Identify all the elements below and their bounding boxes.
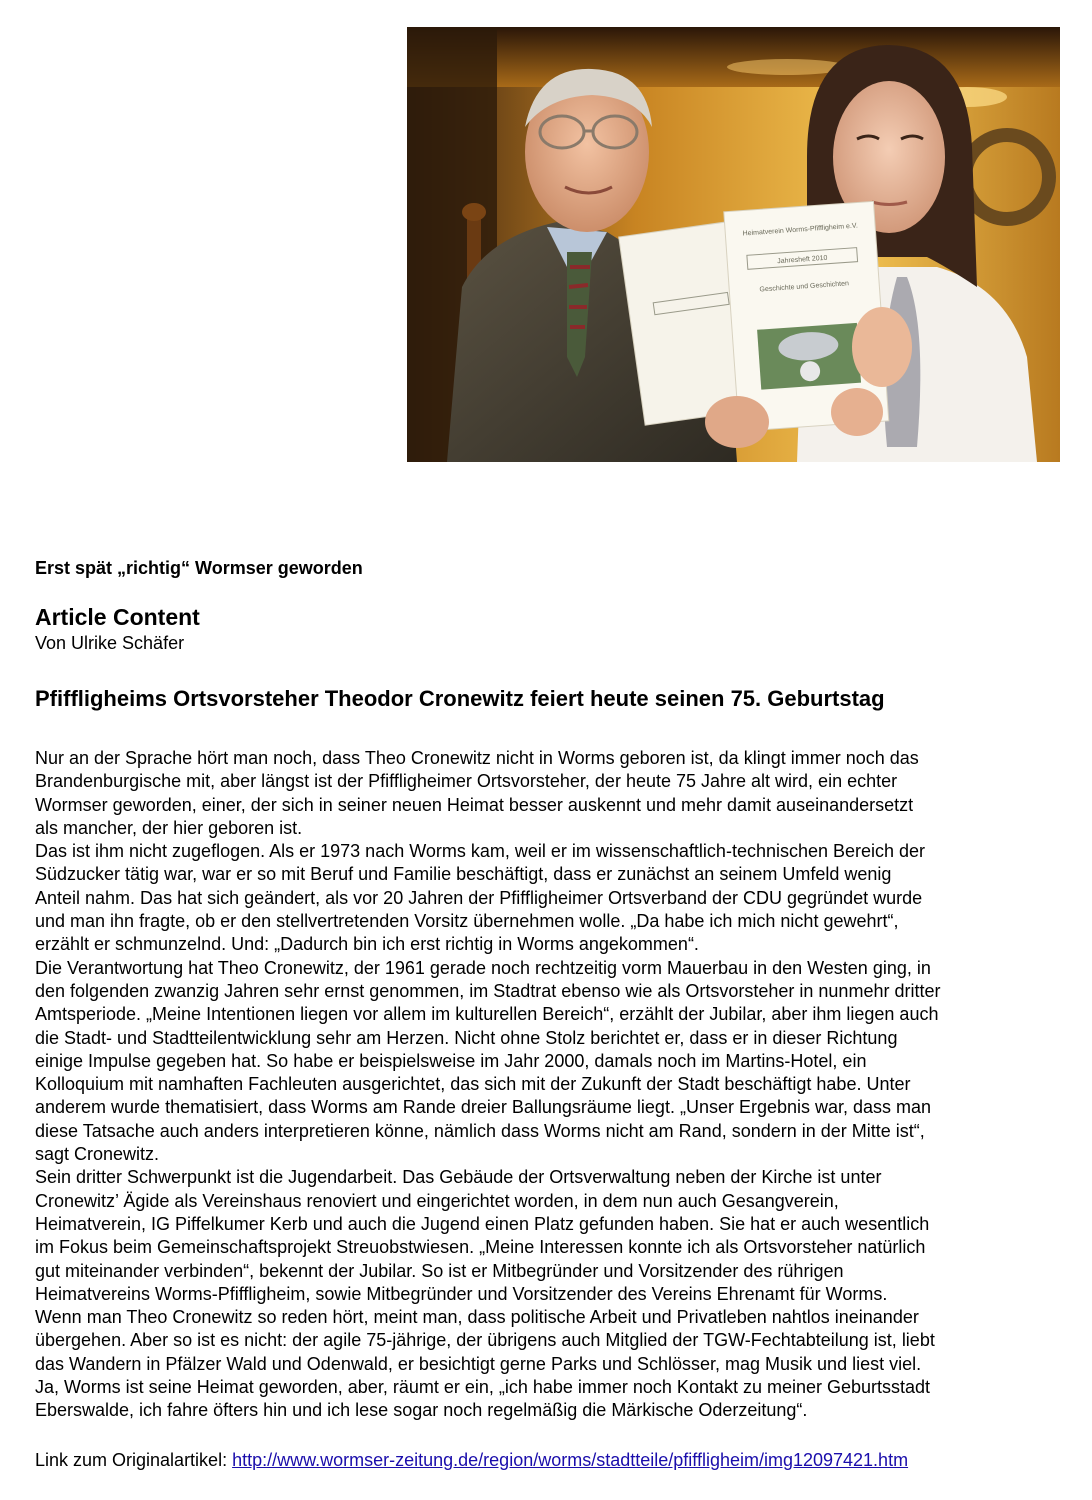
body-line: Cronewitz’ Ägide als Vereinshaus renoviert und eingerichtet worden, in dem nun auch Gesangverein,	[35, 1190, 839, 1211]
body-line: sagt Cronewitz.	[35, 1144, 160, 1165]
body-line: das Wandern in Pfälzer Wald und Odenwald, er besichtigt gerne Parks und Schlösser, mag Musik und liest viel.	[35, 1353, 922, 1374]
article-headline: Pfiffligheims Ortsvorsteher Theodor Cronewitz feiert heute seinen 75. Geburtstag	[35, 686, 885, 711]
body-line: Kolloquium mit namhaften Fachleuten ausgerichtet, das sich mit der Zukunft der Stadt beschäftigt habe. Unter	[35, 1074, 911, 1095]
body-line: übergehen. Aber so ist es nicht: der agile 75-jährige, der übrigens auch Mitglied der TGW-Fechtabteilung ist, liebt	[35, 1330, 935, 1351]
booklet-front-sub: Geschichte und Geschichten	[759, 280, 850, 294]
original-article-link-row	[35, 1450, 908, 1471]
body-line: Ja, Worms ist seine Heimat geworden, aber, räumt er ein, „ich habe immer noch Kontakt zu meiner Geburtsstadt	[35, 1377, 931, 1398]
article-body	[35, 747, 1063, 1423]
body-line: den folgenden zwanzig Jahren sehr ernst genommen, im Stadtrat ebenso wie als Ortsvorsteher in nunmehr dritter	[35, 980, 941, 1001]
body-line: als mancher, der hier geboren ist.	[35, 817, 303, 838]
body-line: im Fokus beim Gemeinschaftsprojekt Streuobstwiesen. „Meine Interessen konnte ich als Ortsvorsteher natürlich	[35, 1237, 926, 1258]
body-line: und man ihn fragte, ob er den stellvertretenden Vorsitz übernehmen wolle. „Da habe ich mich nicht gewehrt“,	[35, 911, 899, 932]
original-article-link[interactable]: http://www.wormser-zeitung.de/region/worms/stadtteile/pfiffligheim/img12097421.htm	[232, 1450, 909, 1470]
body-line: Die Verantwortung hat Theo Cronewitz, der 1961 gerade noch rechtzeitig vorm Mauerbau in den Westen ging, in	[35, 957, 931, 978]
booklet-front-title: Heimatverein Worms-Pfiffligheim e.V.	[742, 222, 859, 238]
article-byline: Von Ulrike Schäfer	[35, 633, 185, 653]
body-line: diese Tatsache auch anders interpretieren könne, nämlich dass Worms nicht am Rand, sondern in der Mitte ist“,	[35, 1120, 925, 1141]
article-photo	[407, 27, 1060, 462]
body-line: Nur an der Sprache hört man noch, dass Theo Cronewitz nicht in Worms geboren ist, da klingt immer noch das	[35, 748, 919, 768]
body-line: Anteil nahm. Das hat sich geändert, als vor 20 Jahren der Pfiffligheimer Ortsverband der CDU gegründet wurde	[35, 887, 923, 908]
body-line: Wenn man Theo Cronewitz so reden hört, meint man, dass politische Arbeit und Privatleben nahtlos ineinander	[35, 1307, 919, 1328]
body-line: gut miteinander verbinden“, bekennt der Jubilar. So ist er Mitbegründer und Vorsitzender des rührigen	[35, 1260, 844, 1281]
body-line: Brandenburgische mit, aber längst ist der Pfiffligheimer Ortsvorsteher, der heute 75 Jahre alt wird, ein echter	[35, 771, 898, 792]
body-line: Amtsperiode. „Meine Intentionen liegen vor allem im kulturellen Bereich“, erzählt der Jubilar, aber ihm liegen auch	[35, 1004, 939, 1025]
body-line: Eberswalde, ich fahre öfters hin und ich lese sogar noch regelmäßig die Märkische Oderzeitung“.	[35, 1400, 808, 1421]
photo-illustration	[407, 27, 1060, 462]
body-line: anderem wurde thematisiert, dass Worms am Rande dreier Ballungsräume liegt. „Unser Ergebnis war, dass man	[35, 1097, 932, 1118]
link-label: Link zum Originalartikel:	[35, 1450, 233, 1470]
body-line: einige Impulse gegeben hat. So habe er beispielsweise im Jahr 2000, damals noch im Martins-Hotel, ein	[35, 1050, 867, 1071]
booklet-front-label: Jahresheft 2010	[777, 254, 828, 266]
body-line: die Stadt- und Stadtteilentwicklung sehr am Herzen. Nicht ohne Stolz berichtet er, dass er in dieser Richtung	[35, 1027, 898, 1048]
body-line: Heimatverein, IG Piffelkumer Kerb und auch die Jugend einen Platz gefunden haben. Sie hat er auch wesentlich	[35, 1213, 930, 1234]
article-kicker: Erst spät „richtig“ Wormser geworden	[35, 558, 363, 578]
body-line: Heimatvereins Worms-Pfiffligheim, sowie Mitbegründer und Vorsitzender des Vereins Ehrenamt für Worms.	[35, 1283, 888, 1304]
body-line: Sein dritter Schwerpunkt ist die Jugendarbeit. Das Gebäude der Ortsverwaltung neben der Kirche ist unter	[35, 1167, 882, 1188]
body-line: Wormser geworden, einer, der sich in seiner neuen Heimat besser auskennt und mehr damit auseinandersetzt	[35, 794, 914, 815]
body-line: erzählt er schmunzelnd. Und: „Dadurch bin ich erst richtig in Worms angekommen“.	[35, 934, 699, 955]
body-line: Südzucker tätig war, war er so mit Beruf und Familie beschäftigt, dass er zunächst an seinem Umfeld wenig	[35, 864, 892, 885]
section-title: Article Content	[35, 604, 200, 630]
body-line: Das ist ihm nicht zugeflogen. Als er 1973 nach Worms kam, weil er im wissenschaftlich-technischen Bereich der	[35, 841, 926, 862]
